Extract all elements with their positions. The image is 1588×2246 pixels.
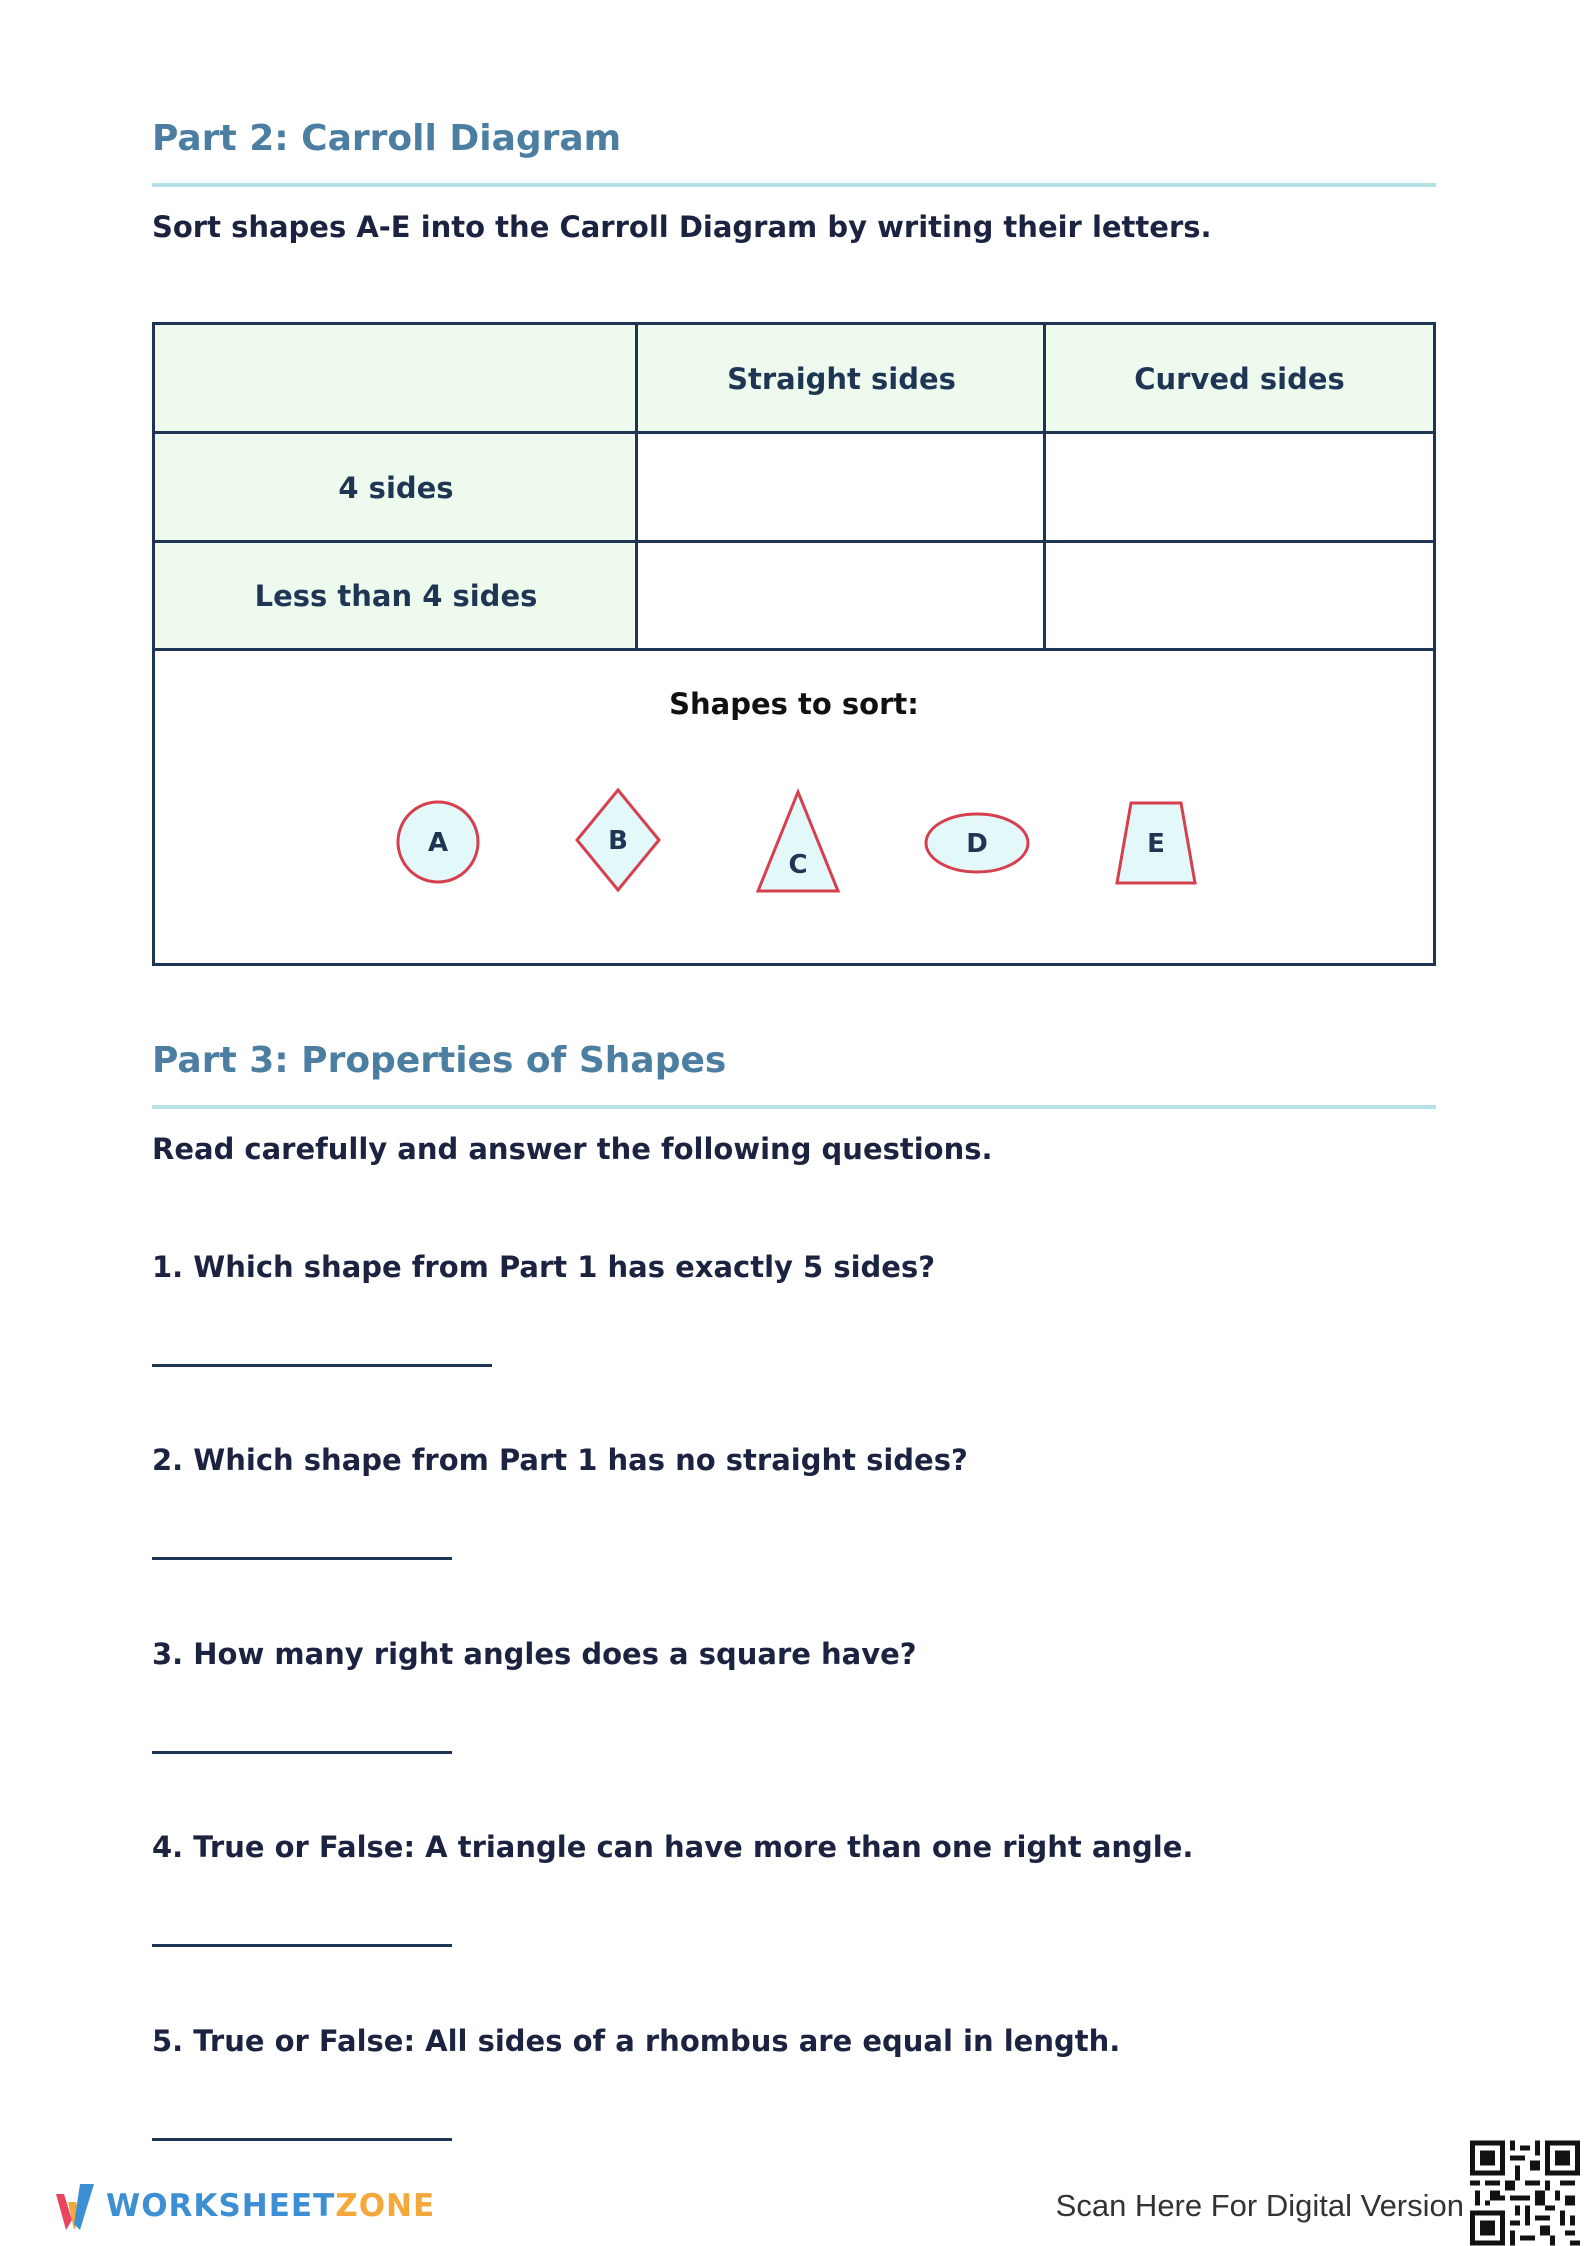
answer-line-1[interactable] xyxy=(152,1364,492,1367)
part2-instruction: Sort shapes A-E into the Carroll Diagram by writing their letters. xyxy=(152,210,1212,244)
grid-line xyxy=(155,648,1433,651)
answer-cell-less-curved[interactable] xyxy=(1046,542,1433,650)
worksheetzone-logo[interactable] xyxy=(56,2180,435,2232)
answer-cell-4-straight[interactable] xyxy=(637,433,1046,542)
shape-d-oval xyxy=(921,809,1033,877)
question-5: 5. True or False: All sides of a rhombus are equal in length. xyxy=(152,2024,1121,2058)
part3-instruction: Read carefully and answer the following questions. xyxy=(152,1132,993,1166)
shape-c-triangle xyxy=(751,787,845,897)
shape-b-rhombus xyxy=(571,785,665,895)
carroll-diagram xyxy=(152,322,1436,966)
qr-code-icon[interactable] xyxy=(1470,2140,1580,2246)
shape-e-trapezoid xyxy=(1109,797,1203,889)
shape-e-letter: E xyxy=(1147,829,1165,859)
column-header-curved: Curved sides xyxy=(1046,325,1433,433)
question-4: 4. True or False: A triangle can have more than one right angle. xyxy=(152,1830,1194,1864)
column-header-straight: Straight sides xyxy=(637,325,1046,433)
answer-cell-less-straight[interactable] xyxy=(637,542,1046,650)
brand-part1: WORKSHEET xyxy=(106,2188,336,2224)
part2-title: Part 2: Carroll Diagram xyxy=(152,118,622,159)
worksheetzone-wordmark xyxy=(106,2188,435,2224)
shapes-to-sort-label: Shapes to sort: xyxy=(669,687,919,721)
grid-line xyxy=(155,431,1433,434)
brand-part2: ZONE xyxy=(335,2188,436,2224)
shape-a-circle xyxy=(391,795,485,889)
row-header-4-sides: 4 sides xyxy=(155,433,637,542)
part3-title: Part 3: Properties of Shapes xyxy=(152,1040,727,1081)
scan-text: Scan Here For Digital Version xyxy=(1055,2188,1464,2223)
corner-cell xyxy=(155,325,637,433)
shape-d-letter: D xyxy=(966,829,988,859)
grid-line xyxy=(155,540,1433,543)
answer-cell-4-curved[interactable] xyxy=(1046,433,1433,542)
answer-line-5[interactable] xyxy=(152,2138,452,2141)
grid-line xyxy=(1043,325,1046,650)
question-2: 2. Which shape from Part 1 has no straight sides? xyxy=(152,1443,968,1477)
answer-line-2[interactable] xyxy=(152,1557,452,1560)
part3-divider xyxy=(152,1105,1436,1109)
shape-c-letter: C xyxy=(788,850,808,880)
worksheetzone-logo-icon xyxy=(56,2180,96,2232)
answer-line-4[interactable] xyxy=(152,1944,452,1947)
part2-divider xyxy=(152,183,1436,187)
question-3: 3. How many right angles does a square have? xyxy=(152,1637,917,1671)
grid-line xyxy=(635,325,638,650)
shape-a-letter: A xyxy=(427,828,449,858)
answer-line-3[interactable] xyxy=(152,1751,452,1754)
shape-b-letter: B xyxy=(608,826,628,856)
question-1: 1. Which shape from Part 1 has exactly 5 sides? xyxy=(152,1250,936,1284)
row-header-less-than-4: Less than 4 sides xyxy=(155,542,637,650)
